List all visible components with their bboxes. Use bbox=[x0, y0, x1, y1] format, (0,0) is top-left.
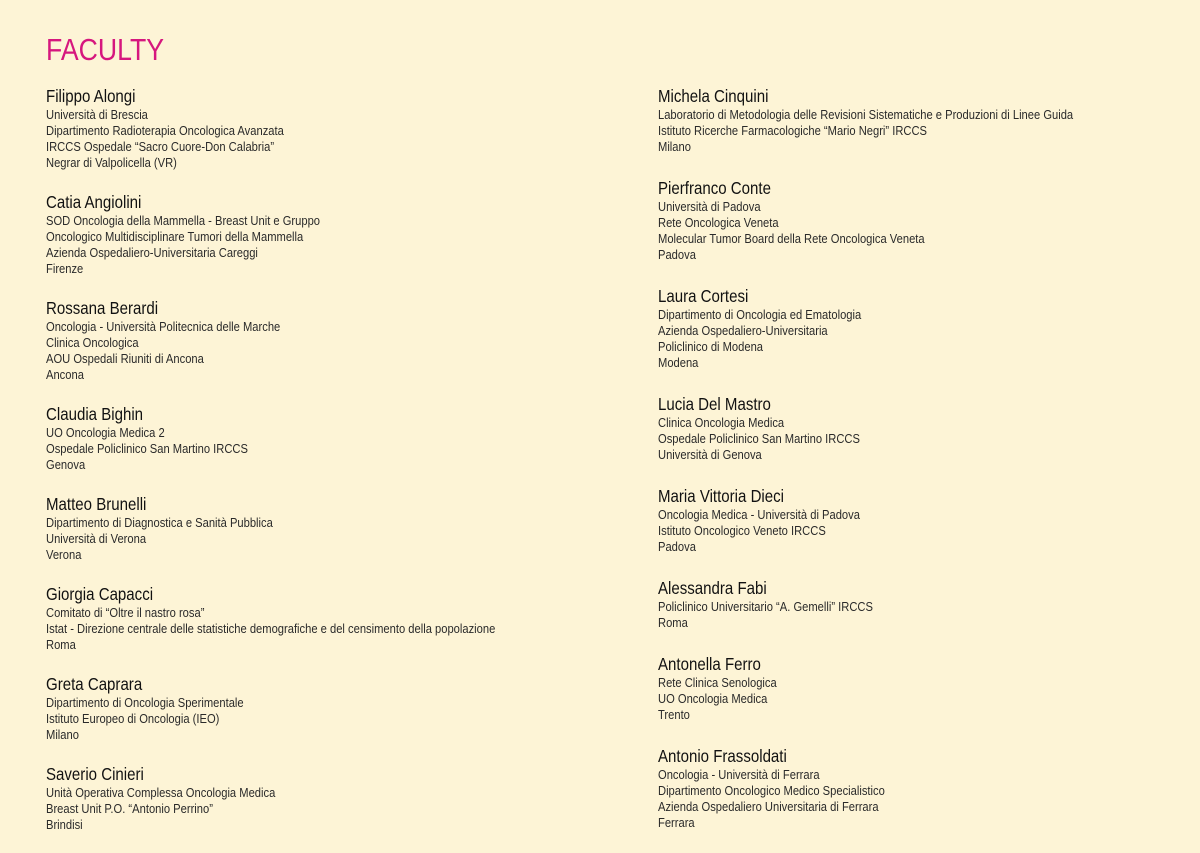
faculty-entry-greta-caprara bbox=[46, 673, 606, 743]
faculty-name: Matteo Brunelli bbox=[46, 494, 147, 514]
faculty-affiliation-line: Oncologia - Università Politecnica delle Marche bbox=[46, 319, 281, 334]
faculty-entry-claudia-bighin bbox=[46, 403, 606, 473]
faculty-affiliation-line: Azienda Ospedaliero Universitaria di Ferrara bbox=[658, 799, 879, 814]
faculty-name: Michela Cinquini bbox=[658, 86, 769, 106]
faculty-affiliation-line: Brindisi bbox=[46, 817, 83, 832]
faculty-affiliation-line: Istituto Europeo di Oncologia (IEO) bbox=[46, 711, 220, 726]
faculty-affiliation-line: Ancona bbox=[46, 367, 84, 382]
faculty-affiliation-line: Breast Unit P.O. “Antonio Perrino” bbox=[46, 801, 213, 816]
faculty-entry-antonella-ferro bbox=[658, 653, 1200, 723]
faculty-affiliation-line: Comitato di “Oltre il nastro rosa” bbox=[46, 605, 205, 620]
faculty-affiliation-line: Dipartimento Radioterapia Oncologica Avanzata bbox=[46, 123, 284, 138]
faculty-affiliation-line: Ferrara bbox=[658, 815, 695, 830]
faculty-affiliation-line: Dipartimento di Oncologia Sperimentale bbox=[46, 695, 244, 710]
faculty-affiliation-line: UO Oncologia Medica 2 bbox=[46, 425, 165, 440]
faculty-affiliation-line: Ospedale Policlinico San Martino IRCCS bbox=[46, 441, 248, 456]
faculty-entry-antonio-frassoldati bbox=[658, 745, 1200, 831]
faculty-affiliation-line: Università di Brescia bbox=[46, 107, 148, 122]
faculty-entry-maria-vittoria-dieci bbox=[658, 485, 1200, 555]
page-title: FACULTY bbox=[46, 32, 165, 67]
faculty-affiliation-line: Genova bbox=[46, 457, 86, 472]
faculty-affiliation-line: Modena bbox=[658, 355, 699, 370]
faculty-affiliation-line: IRCCS Ospedale “Sacro Cuore-Don Calabria” bbox=[46, 139, 275, 154]
faculty-affiliation-line: Dipartimento Oncologico Medico Specialistico bbox=[658, 783, 885, 798]
faculty-affiliation-line: Oncologia - Università di Ferrara bbox=[658, 767, 820, 782]
faculty-affiliation-line: Dipartimento di Diagnostica e Sanità Pubblica bbox=[46, 515, 273, 530]
faculty-name: Antonio Frassoldati bbox=[658, 746, 787, 766]
faculty-affiliation-line: Milano bbox=[46, 727, 79, 742]
faculty-affiliation-line: Padova bbox=[658, 247, 696, 262]
faculty-name: Catia Angiolini bbox=[46, 192, 142, 212]
faculty-name: Antonella Ferro bbox=[658, 654, 761, 674]
faculty-affiliation-line: Molecular Tumor Board della Rete Oncologica Veneta bbox=[658, 231, 925, 246]
faculty-affiliation-line: Oncologia Medica - Università di Padova bbox=[658, 507, 860, 522]
faculty-column-left bbox=[46, 85, 606, 853]
faculty-affiliation-line: Università di Genova bbox=[658, 447, 762, 462]
faculty-affiliation-line: Verona bbox=[46, 547, 82, 562]
faculty-name: Greta Caprara bbox=[46, 674, 143, 694]
faculty-affiliation-line: Clinica Oncologica bbox=[46, 335, 139, 350]
faculty-entry-filippo-alongi bbox=[46, 85, 606, 171]
faculty-entry-pierfranco-conte bbox=[658, 177, 1200, 263]
faculty-name: Saverio Cinieri bbox=[46, 764, 144, 784]
faculty-affiliation-line: Azienda Ospedaliero-Universitaria Careggi bbox=[46, 245, 258, 260]
faculty-name: Lucia Del Mastro bbox=[658, 394, 771, 414]
faculty-name: Filippo Alongi bbox=[46, 86, 136, 106]
faculty-affiliation-line: SOD Oncologia della Mammella - Breast Unit e Gruppo bbox=[46, 213, 321, 228]
faculty-affiliation-line: Firenze bbox=[46, 261, 84, 276]
faculty-affiliation-line: Università di Verona bbox=[46, 531, 147, 546]
faculty-affiliation-line: UO Oncologia Medica bbox=[658, 691, 768, 706]
faculty-affiliation-line: Istat - Direzione centrale delle statistiche demografiche e del censimento della popolazione bbox=[46, 621, 496, 636]
faculty-name: Claudia Bighin bbox=[46, 404, 144, 424]
faculty-column-right bbox=[658, 85, 1200, 853]
faculty-affiliation-line: Roma bbox=[46, 637, 76, 652]
faculty-affiliation-line: Ospedale Policlinico San Martino IRCCS bbox=[658, 431, 860, 446]
faculty-name: Giorgia Capacci bbox=[46, 584, 154, 604]
faculty-affiliation-line: Policlinico di Modena bbox=[658, 339, 764, 354]
faculty-affiliation-line: Padova bbox=[658, 539, 696, 554]
faculty-affiliation-line: Clinica Oncologia Medica bbox=[658, 415, 785, 430]
faculty-affiliation-line: Oncologico Multidisciplinare Tumori della Mammella bbox=[46, 229, 304, 244]
faculty-name: Laura Cortesi bbox=[658, 286, 749, 306]
faculty-affiliation-line: Laboratorio di Metodologia delle Revisioni Sistematiche e Produzioni di Linee Guida bbox=[658, 107, 1074, 122]
faculty-name: Maria Vittoria Dieci bbox=[658, 486, 785, 506]
faculty-affiliation-line: Istituto Oncologico Veneto IRCCS bbox=[658, 523, 826, 538]
faculty-name: Alessandra Fabi bbox=[658, 578, 767, 598]
faculty-affiliation-line: Istituto Ricerche Farmacologiche “Mario Negri” IRCCS bbox=[658, 123, 928, 138]
faculty-entry-michela-cinquini bbox=[658, 85, 1200, 155]
faculty-name: Rossana Berardi bbox=[46, 298, 159, 318]
faculty-entry-saverio-cinieri bbox=[46, 763, 606, 833]
faculty-entry-alessandra-fabi bbox=[658, 577, 1200, 631]
faculty-affiliation-line: Negrar di Valpolicella (VR) bbox=[46, 155, 177, 170]
faculty-affiliation-line: Rete Oncologica Veneta bbox=[658, 215, 779, 230]
faculty-affiliation-line: Azienda Ospedaliero-Universitaria bbox=[658, 323, 828, 338]
faculty-entry-catia-angiolini bbox=[46, 191, 606, 277]
faculty-affiliation-line: Università di Padova bbox=[658, 199, 761, 214]
faculty-affiliation-line: Milano bbox=[658, 139, 691, 154]
faculty-affiliation-line: Dipartimento di Oncologia ed Ematologia bbox=[658, 307, 862, 322]
faculty-affiliation-line: Roma bbox=[658, 615, 688, 630]
faculty-entry-giorgia-capacci bbox=[46, 583, 606, 653]
faculty-name: Pierfranco Conte bbox=[658, 178, 771, 198]
faculty-affiliation-line: AOU Ospedali Riuniti di Ancona bbox=[46, 351, 204, 366]
faculty-entry-lucia-del-mastro bbox=[658, 393, 1200, 463]
faculty-affiliation-line: Rete Clinica Senologica bbox=[658, 675, 777, 690]
faculty-entry-rossana-berardi bbox=[46, 297, 606, 383]
faculty-affiliation-line: Trento bbox=[658, 707, 690, 722]
faculty-entry-matteo-brunelli bbox=[46, 493, 606, 563]
faculty-affiliation-line: Policlinico Universitario “A. Gemelli” IRCCS bbox=[658, 599, 873, 614]
faculty-entry-laura-cortesi bbox=[658, 285, 1200, 371]
faculty-affiliation-line: Unità Operativa Complessa Oncologia Medica bbox=[46, 785, 276, 800]
